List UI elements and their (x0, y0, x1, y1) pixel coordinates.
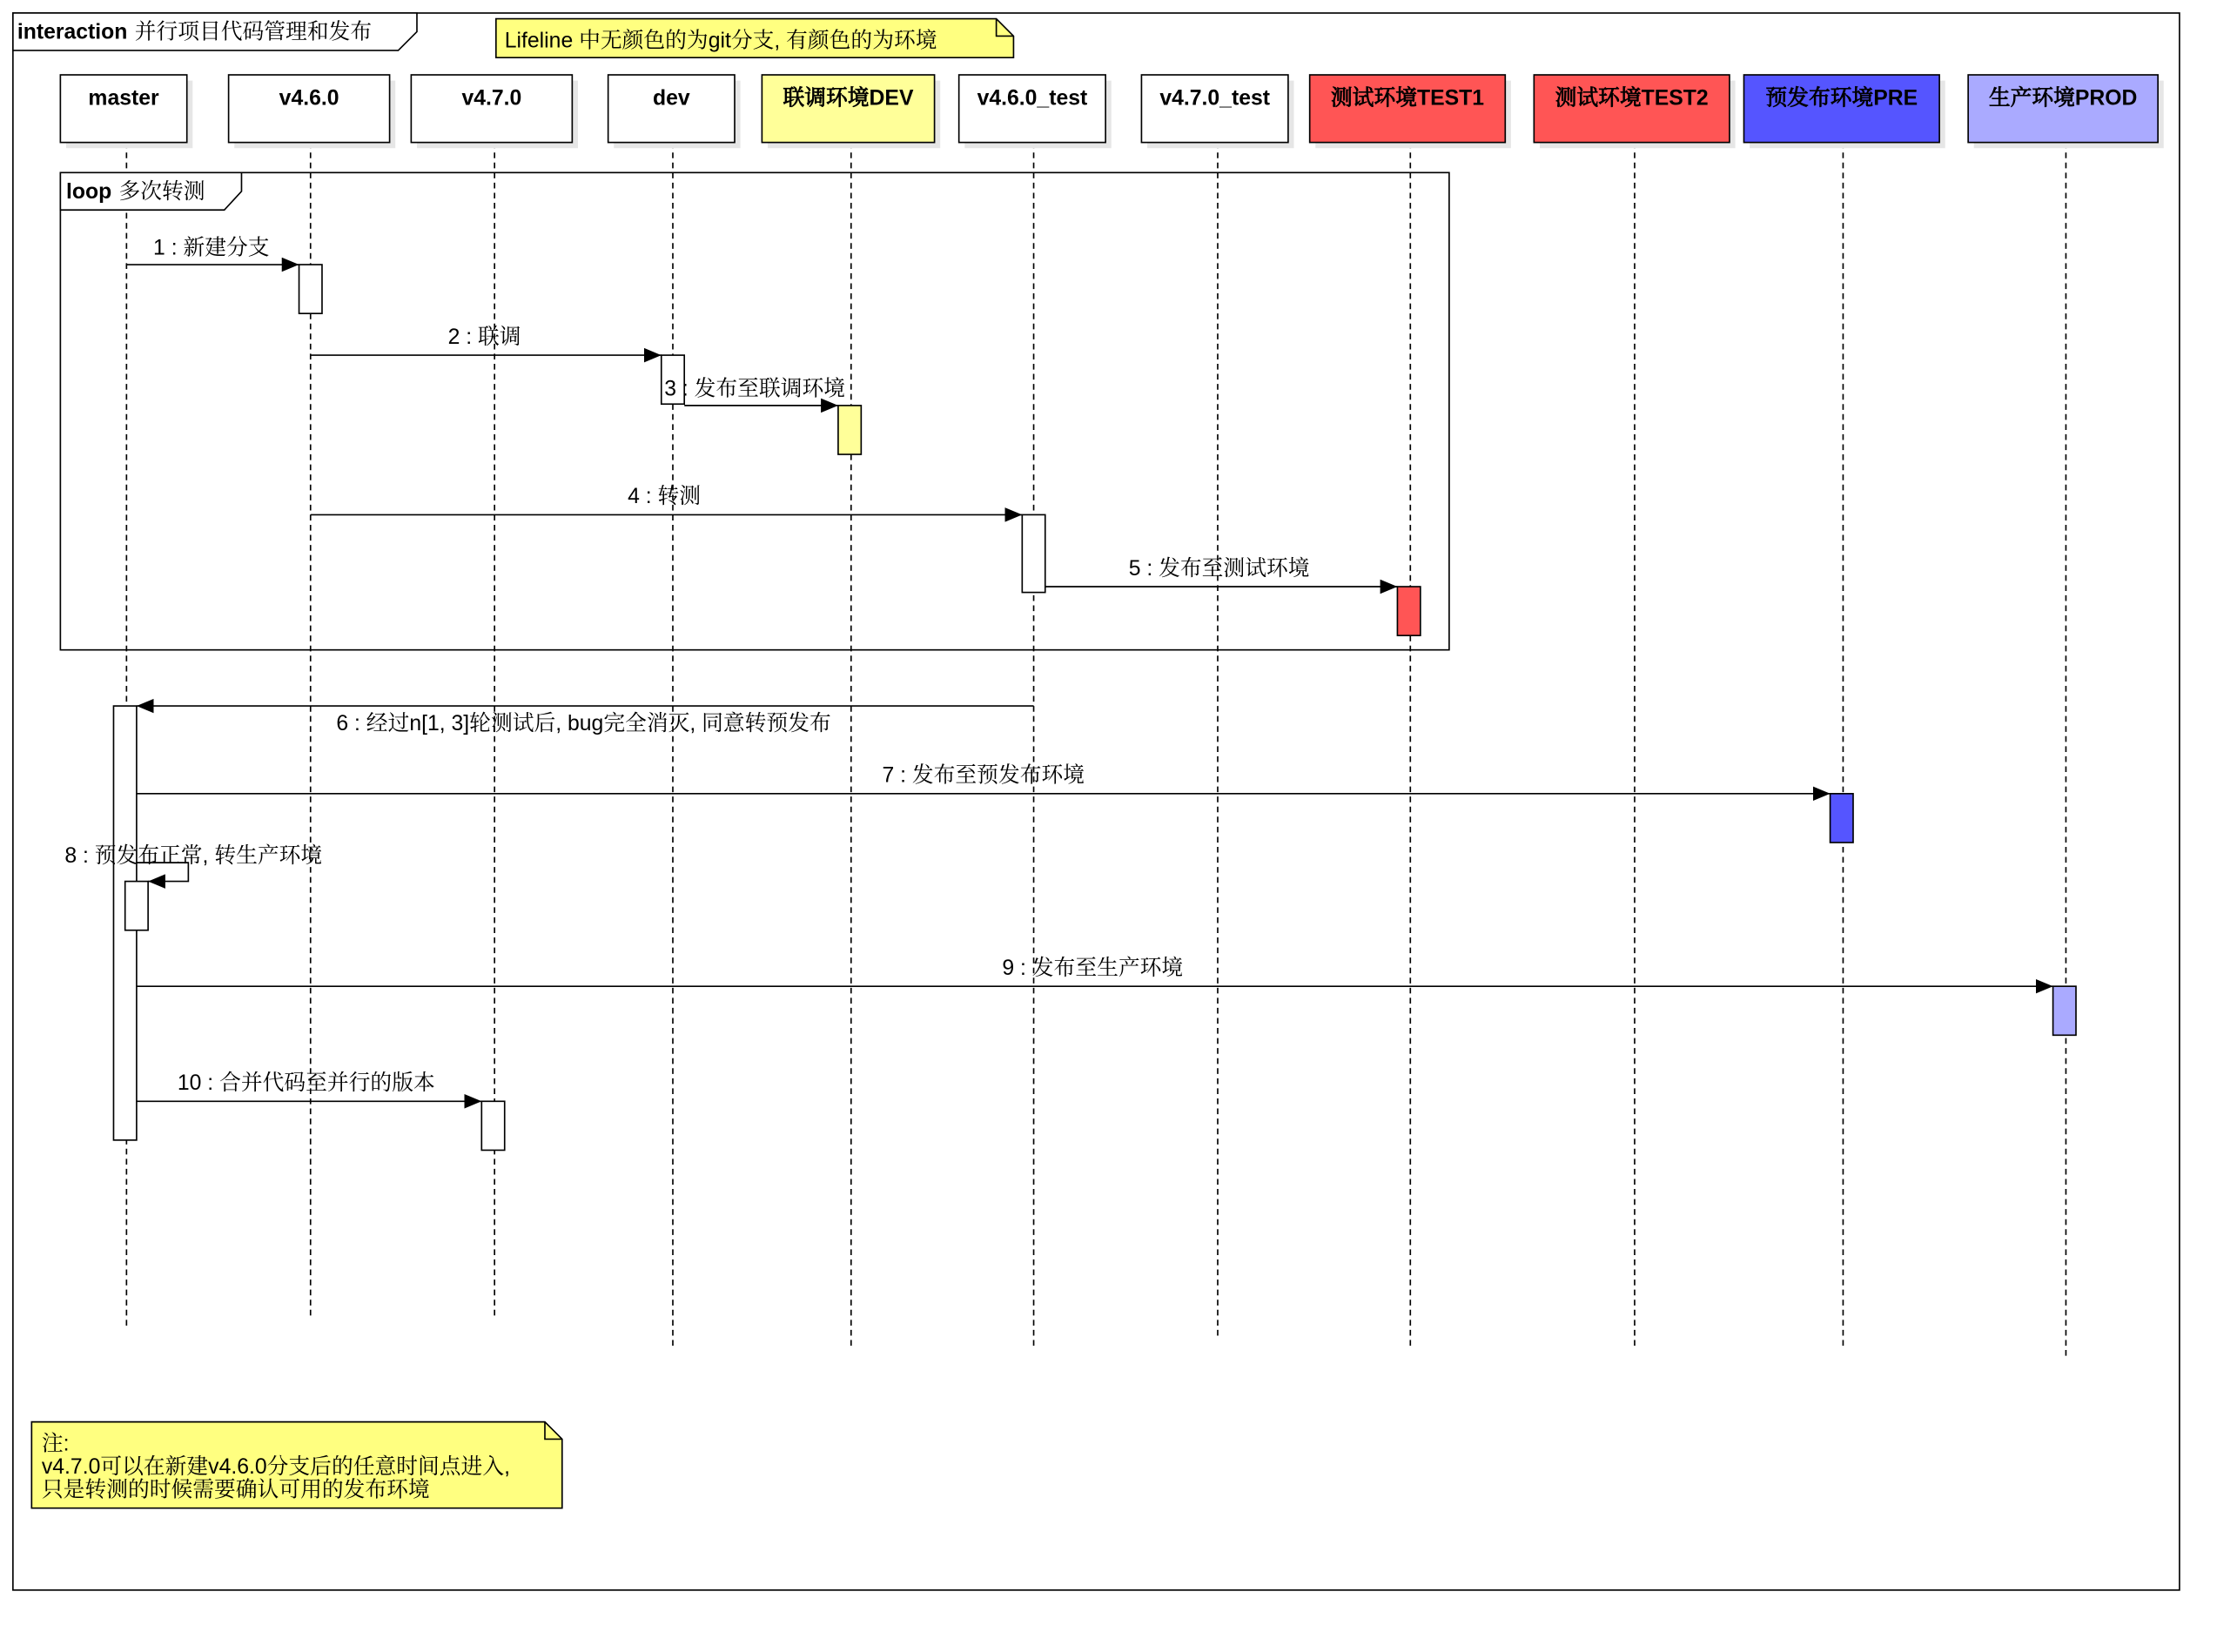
lifeline-name: 预发布环境PRE (1765, 86, 1918, 111)
interaction-frame-title (17, 20, 372, 44)
lifeline-name: 测试环境TEST2 (1555, 86, 1709, 111)
frame-title: 并行项目代码管理和发布 (134, 20, 373, 44)
activation-v460 (299, 265, 322, 313)
lifeline-header-test2 (1534, 75, 1735, 148)
lifeline-header-v460 (229, 75, 396, 148)
legend-note (496, 19, 1014, 58)
message-3-label: 3 : 发布至联调环境 (664, 377, 846, 401)
message-1-label: 1 : 新建分支 (153, 236, 270, 260)
loop-keyword: loop (65, 180, 112, 205)
lifeline-header-pre (1743, 75, 1945, 148)
comment-note-line: 只是转测的时候需要确认可用的发布环境 (41, 1478, 430, 1502)
lifeline-name: master (88, 86, 159, 111)
lifeline-name: 测试环境TEST1 (1330, 86, 1485, 111)
lifeline-header-v470 (411, 75, 578, 148)
activation-test1 (1397, 587, 1420, 635)
message-5-label: 5 : 发布至测试环境 (1128, 556, 1310, 581)
message-7-label: 7 : 发布至预发布环境 (882, 763, 1085, 788)
lifeline-header-master (60, 75, 192, 148)
lifeline-header-dev-env (762, 75, 940, 148)
lifeline-header-test1 (1310, 75, 1511, 148)
activation-dev-env (838, 406, 861, 454)
message-6-label: 6 : 经过n[1, 3]轮测试后, bug完全消灭, 同意转预发布 (336, 712, 831, 736)
comment-note (31, 1422, 561, 1508)
legend-note-text: Lifeline 中无颜色的为git分支, 有颜色的为环境 (504, 29, 937, 53)
frame-keyword: interaction (17, 20, 128, 44)
lifeline-name: v4.6.0 (279, 86, 339, 111)
message-9-label: 9 : 发布至生产环境 (1002, 956, 1184, 980)
message-10-label: 10 : 合并代码至并行的版本 (177, 1071, 435, 1096)
activation-master-nested (125, 882, 148, 930)
message-8-label: 8 : 预发布正常, 转生产环境 (64, 844, 323, 869)
comment-note-line: v4.7.0可以在新建v4.6.0分支后的任意时间点进入, (41, 1455, 510, 1480)
lifeline-name: v4.7.0_test (1159, 86, 1270, 111)
lifeline-header-prod (1968, 75, 2164, 148)
lifeline-name: dev (652, 86, 690, 111)
lifeline-header-dev (608, 75, 741, 148)
lifeline-header-v460-test (959, 75, 1112, 148)
lifeline-header-v470-test (1141, 75, 1293, 148)
comment-note-line: 注: (41, 1432, 70, 1456)
lifeline-name: 联调环境DEV (783, 86, 914, 111)
loop-guard: 多次转测 (118, 180, 205, 205)
activation-pre (1831, 794, 1853, 843)
interaction-frame (13, 13, 2180, 1590)
lifeline-name: 生产环境PROD (1988, 86, 2138, 111)
activation-v470 (481, 1101, 504, 1150)
message-2-label: 2 : 联调 (447, 325, 521, 349)
activation-prod (2053, 986, 2076, 1035)
activation-v460-test (1022, 514, 1045, 592)
message-4-label: 4 : 转测 (628, 485, 702, 509)
lifeline-name: v4.6.0_test (977, 86, 1088, 111)
loop-fragment-label (66, 179, 205, 204)
lifeline-name: v4.7.0 (461, 86, 522, 111)
